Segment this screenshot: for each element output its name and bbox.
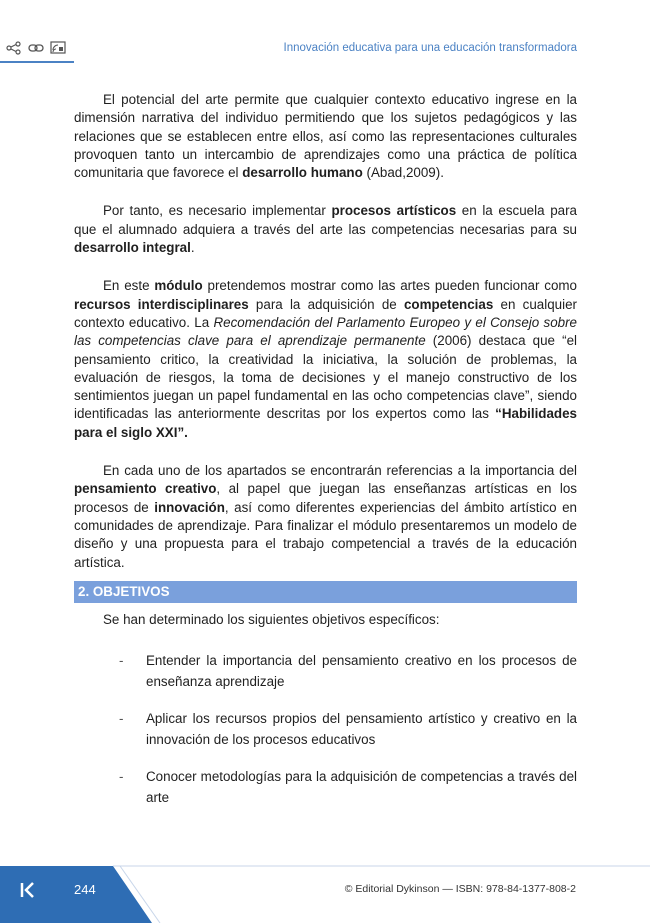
header-rule [0, 61, 74, 63]
objectives-list [119, 650, 577, 824]
list-item: - Entender la importancia del pensamiento creativo en los procesos de enseñanza aprendizaje [119, 650, 577, 692]
paragraph: En cada uno de los apartados se encontrarán referencias a la importancia del pensamiento creativo, al papel que juegan las enseñanzas artísticas en los procesos de innovación, así como diferentes experiencias del ámbito artístico en comunidades de aprendizaje. Para finalizar el módulo presentaremos un modelo de diseño y una propuesta para el trabajo competencial a través de la educación artística. [74, 463, 577, 570]
link-icon[interactable] [28, 41, 44, 55]
running-header: Innovación educativa para una educación transformadora [283, 42, 577, 54]
list-item: - Aplicar los recursos propios del pensamiento artístico y creativo en la innovación de los procesos educativos [119, 708, 577, 750]
list-bullet: - [119, 711, 124, 726]
page-number: 244 [74, 882, 96, 897]
cast-icon[interactable] [50, 41, 66, 55]
list-bullet: - [119, 769, 124, 784]
paragraph: Por tanto, es necesario implementar procesos artísticos en la escuela para que el alumnado adquiera a través del arte las competencias necesarias para su desarrollo integral. [74, 203, 577, 256]
first-page-icon[interactable] [18, 880, 38, 900]
share-icon[interactable] [6, 41, 22, 55]
list-item: - Conocer metodologías para la adquisición de competencias a través del arte [119, 766, 577, 808]
list-bullet: - [119, 653, 124, 668]
paragraph: En este módulo pretendemos mostrar como las artes pueden funcionar como recursos interdisciplinares para la adquisición de competencias en cualquier contexto educativo. La Recomendación del Parlamento Europeo y el Consejo sobre las competencias clave para el aprendizaje permanente (2006) destaca que “el pensamiento critico, la creatividad la iniciativa, la solución de problemas, la evaluación de riesgos, la toma de decisiones y el manejo constructivo de los sentimientos juegan un papel fundamental en las ocho competencias clave”, siendo identificadas las anteriormente descritas por los expertos como las “Habilidades para el siglo XXI”. [74, 278, 578, 440]
objectives-intro: Se han determinado los siguientes objetivos específicos: [103, 612, 440, 627]
paragraph: El potencial del arte permite que cualquier contexto educativo ingrese en la dimensión narrativa del individuo permitiendo que los sujetos pedagógicos y las relaciones que se establecen entre ellos, así como las representaciones culturales provoquen tanto un intercambio de aprendizajes como una práctica de política comunitaria que favorece el desarrollo humano (Abad,2009). [74, 92, 577, 181]
toolbar-icons [6, 41, 66, 55]
top-bar [0, 0, 650, 64]
copyright-text: © Editorial Dykinson — ISBN: 978-84-1377-808-2 [344, 883, 576, 895]
body-text [74, 91, 577, 592]
section-heading: 2. OBJETIVOS [74, 581, 577, 603]
